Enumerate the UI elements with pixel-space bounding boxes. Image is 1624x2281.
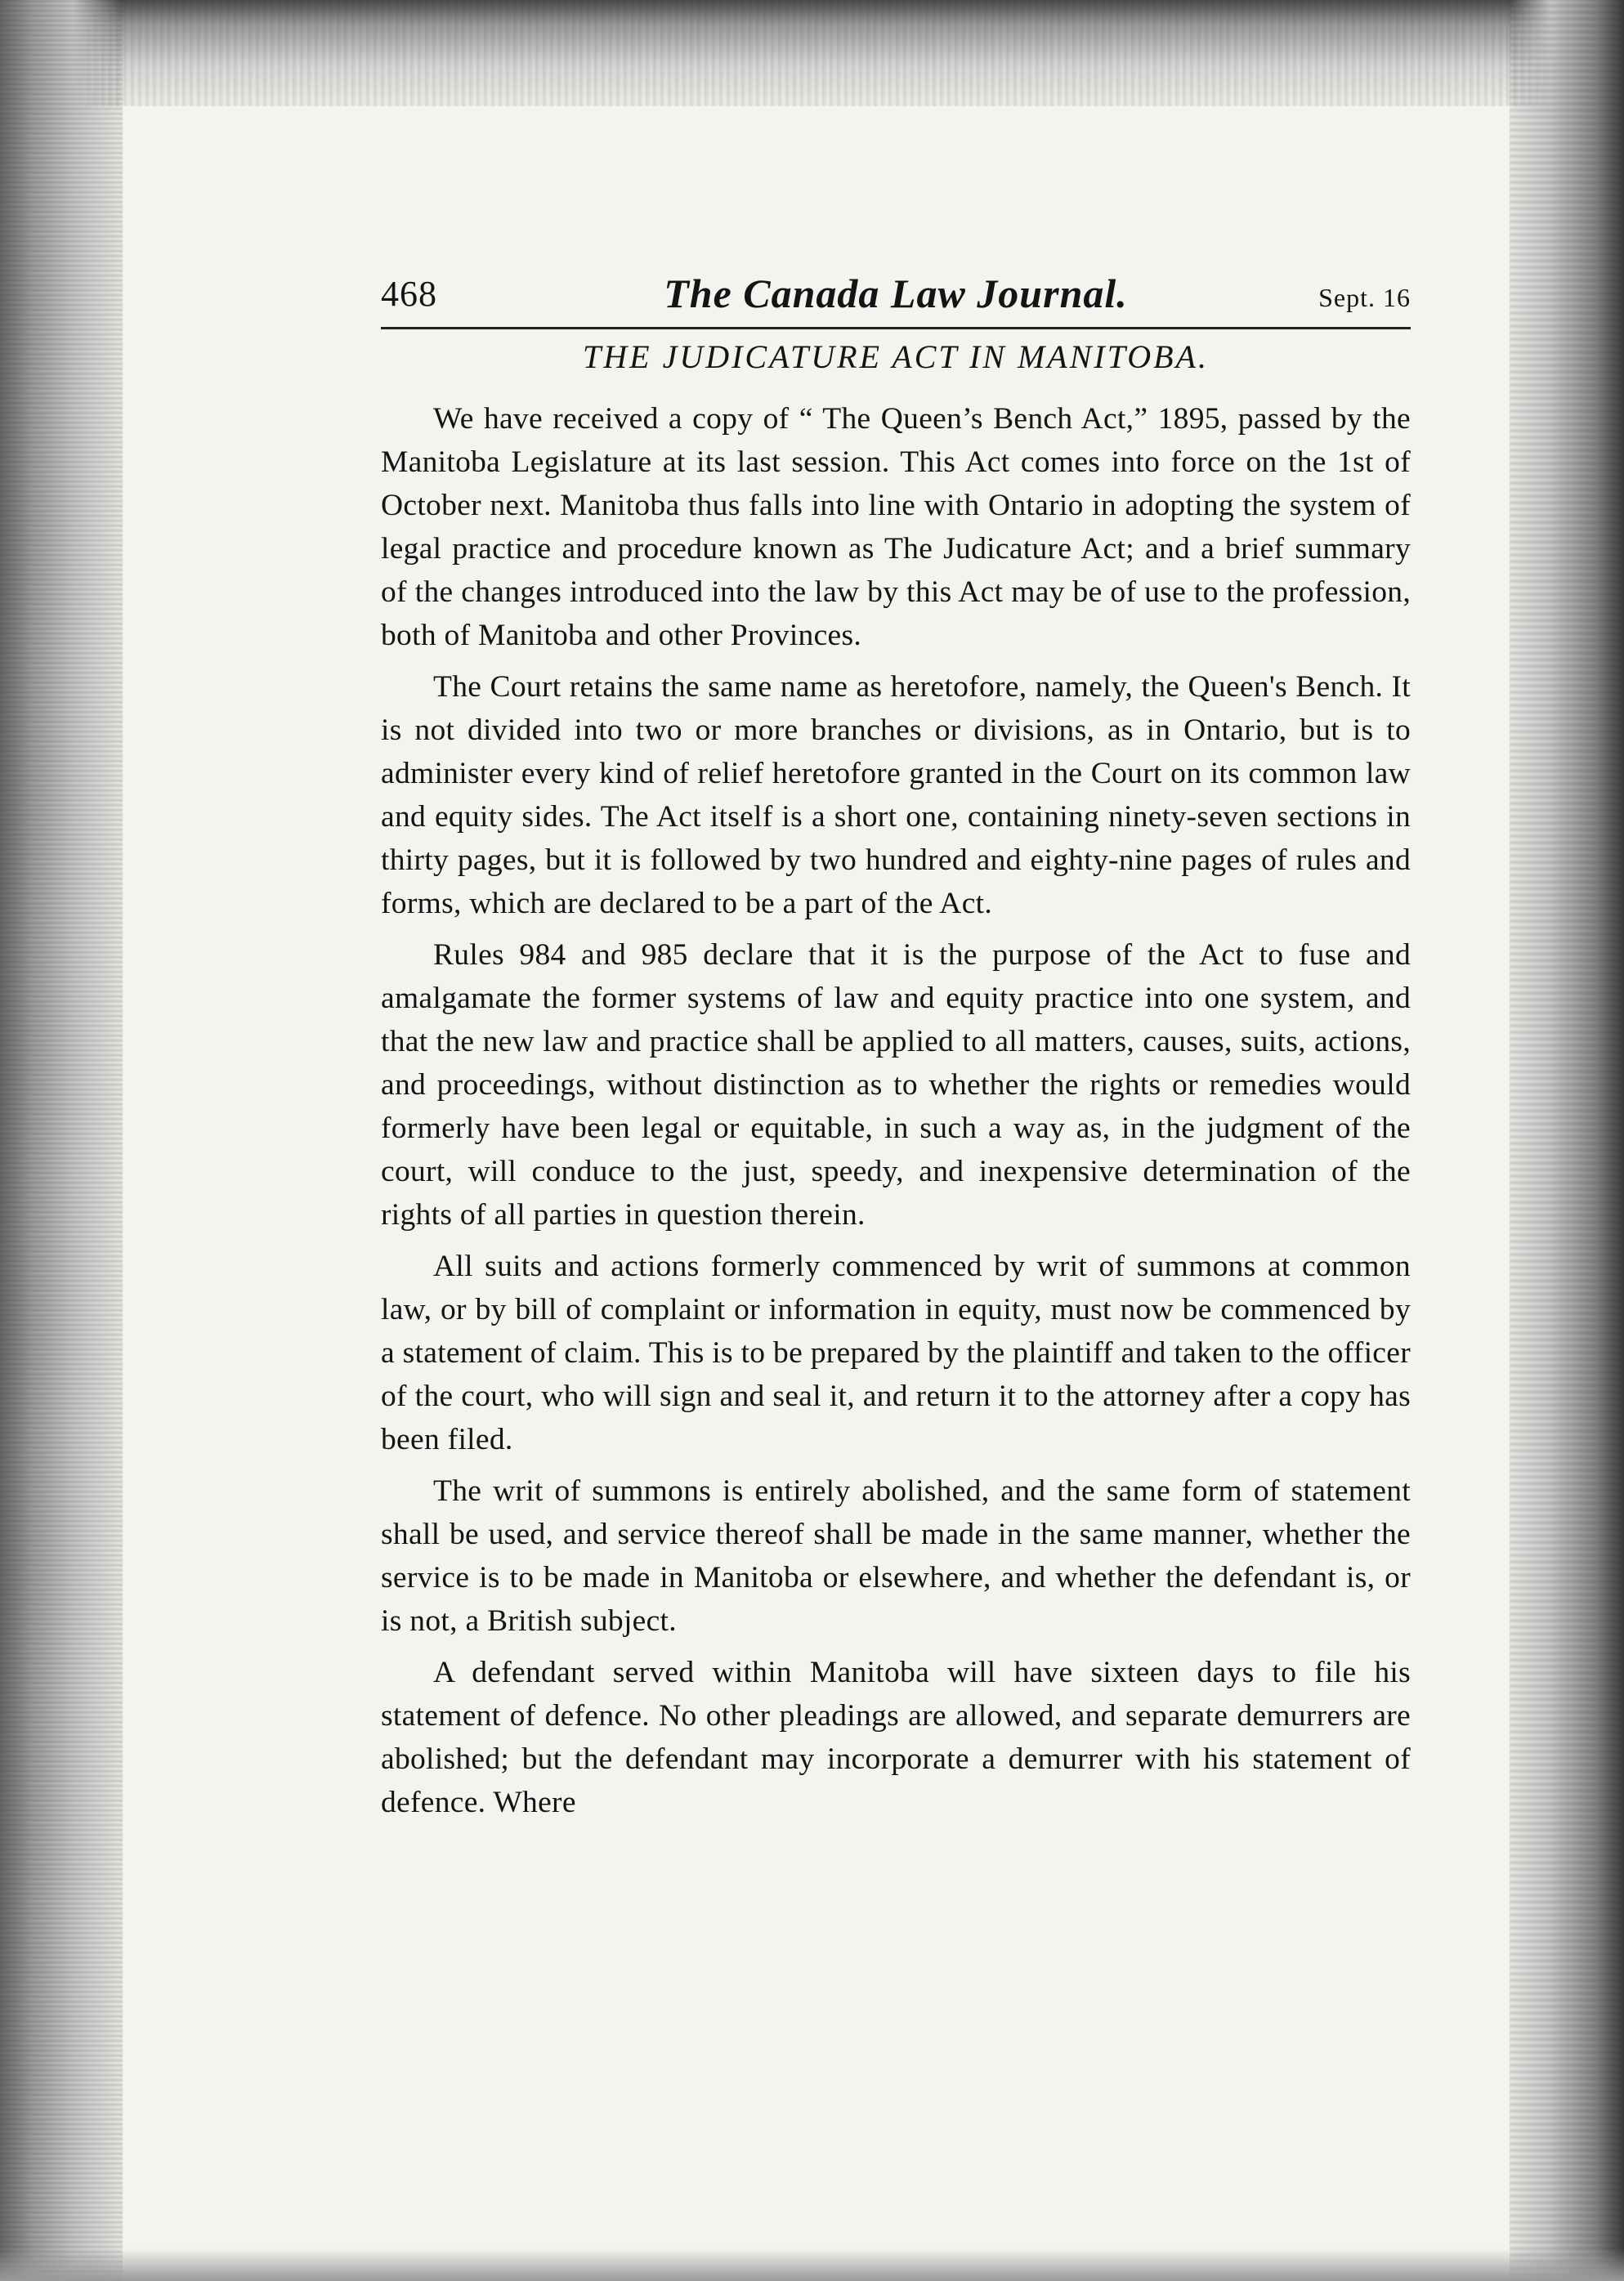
paragraph: Rules 984 and 985 declare that it is the purpose of the Act to fuse and amalgamate the former systems of law and equity practice into one system, and that the new law and practice shall be applied to all matters, causes, suits, actions, and proceedings, without distinction as to whether the rights or remedies would formerly have been legal or equitable, in such a way as, in the judgment of the court, will conduce to the just, speedy, and inexpensive determination of the rights of all parties in question therein. xyxy=(381,938,1411,1232)
issue-date: Sept. 16 xyxy=(1318,283,1411,312)
running-head xyxy=(381,270,1411,329)
page-number: 468 xyxy=(381,274,437,314)
paragraph: All suits and actions formerly commenced by writ of summons at common law, or by bill of complaint or information in equity, must now be commenced by a statement of claim. This is to be prepared by the plaintiff and taken to the officer of the court, who will sign and seal it, and return it to the attorney after a copy has been filed. xyxy=(381,1250,1411,1456)
paragraph: A defendant served within Manitoba will have sixteen days to file his statement of defence. No other pleadings are allowed, and separate demurrers are abolished; but the defendant may incorporate a demurrer with his statement of defence. Where xyxy=(381,1656,1411,1819)
paragraph: The writ of summons is entirely abolished, and the same form of statement shall be used, and service thereof shall be made in the same manner, whether the service is to be made in Manitoba or elsewhere, and whether the defendant is, or is not, a British subject. xyxy=(381,1474,1411,1638)
journal-title: The Canada Law Journal. xyxy=(664,271,1128,316)
journal-page xyxy=(381,270,1411,1832)
scan-edge-top xyxy=(0,0,1624,106)
scan-edge-left xyxy=(0,0,123,2281)
scan-edge-bottom xyxy=(0,2248,1624,2281)
scan-edge-right xyxy=(1510,0,1624,2281)
article-title: THE JUDICATURE ACT IN MANITOBA. xyxy=(583,338,1209,375)
article-body xyxy=(381,397,1411,1824)
paragraph: The Court retains the same name as heretofore, namely, the Queen's Bench. It is not divided into two or more branches or divisions, as in Ontario, but is to administer every kind of relief heretofore granted in the Court on its common law and equity sides. The Act itself is a short one, containing ninety-seven sections in thirty pages, but it is followed by two hundred and eighty-nine pages of rules and forms, which are declared to be a part of the Act. xyxy=(381,670,1411,920)
paragraph: We have received a copy of “ The Queen’s Bench Act,” 1895, passed by the Manitoba Legislature at its last session. This Act comes into force on the 1st of October next. Manitoba thus falls into line with Ontario in adopting the system of legal practice and procedure known as The Judicature Act; and a brief summary of the changes introduced into the law by this Act may be of use to the profession, both of Manitoba and other Provinces. xyxy=(381,402,1411,652)
